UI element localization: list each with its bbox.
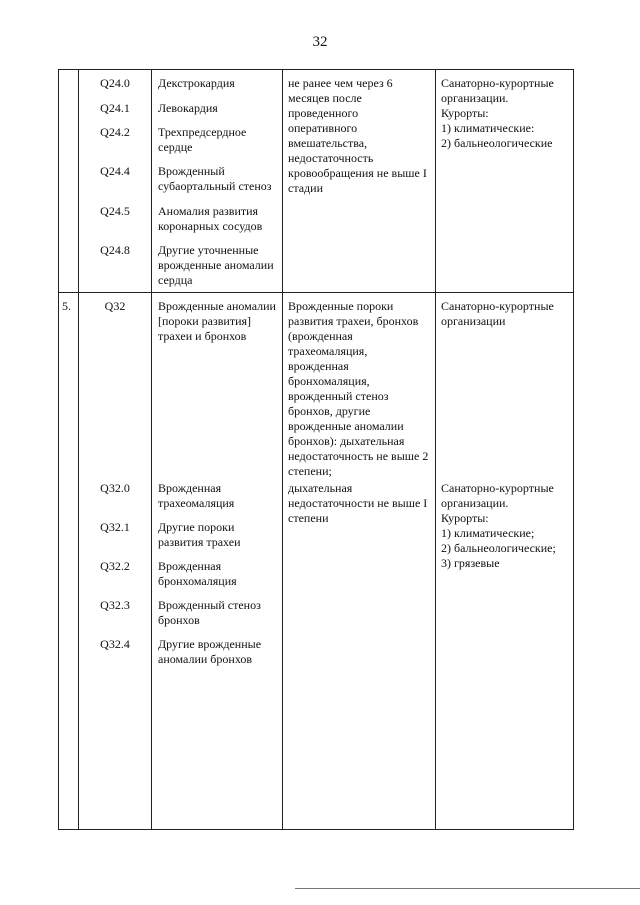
code-q32-1: Q32.1 [100,520,130,534]
code-q24-2: Q24.2 [100,125,130,139]
name-q24-5: Аномалия развития коронарных сосудов [158,204,263,233]
name-q24-4: Врожденный субаортальный стеноз [158,164,272,193]
name-q32-3: Врожденный стеноз бронхов [158,598,261,627]
name-q32-0: Врожденная трахеомаляция [158,481,235,510]
code-q24-4: Q24.4 [100,164,130,178]
code-q32-3: Q32.3 [100,598,130,612]
row-number: 5. [62,299,71,313]
name-q32-1: Другие пороки развития трахеи [158,520,241,549]
column-divider [282,69,283,830]
indication-q32: Врожденные пороки развития трахеи, бронхов (врожденная трахеомаляция, врожденная бронхомаляция, врожденный стеноз бронхов, другие врожденные аномалии бронхов): дыхательная недостаточность не выше 2 степени; [288,299,429,478]
code-q32: Q32 [104,299,126,313]
name-q32-2: Врожденная бронхомаляция [158,559,237,588]
name-q32: Врожденные аномалии [пороки развития] трахеи и бронхов [158,299,276,343]
code-q24-0: Q24.0 [100,76,130,90]
indication-q24: не ранее чем через 6 месяцев после проведенного оперативного вмешательства, недостаточность кровообращения не выше I стадии [288,76,427,195]
code-q32-2: Q32.2 [100,559,130,573]
scan-edge-line [295,888,640,889]
code-q24-5: Q24.5 [100,204,130,218]
name-q24-0: Декстрокардия [158,76,235,90]
code-q32-0: Q32.0 [100,481,130,495]
row-divider [58,292,574,293]
column-divider [435,69,436,830]
name-q32-4: Другие врожденные аномалии бронхов [158,637,262,666]
name-q24-8: Другие уточненные врожденные аномалии сердца [158,243,274,287]
page-number: 32 [312,34,328,50]
name-q24-2: Трехпредсердное сердце [158,125,247,154]
resort-q32: Санаторно-курортные организации [441,299,554,328]
column-divider [78,69,79,830]
code-q24-1: Q24.1 [100,101,130,115]
code-q24-8: Q24.8 [100,243,130,257]
column-divider [151,69,152,830]
name-q24-1: Левокардия [158,101,218,115]
code-q32-4: Q32.4 [100,637,130,651]
resort-q24: Санаторно-курортные организации. Курорты: 1) климатические: 2) бальнеологические [441,76,554,150]
indication-q32-sub: дыхательная недостаточности не выше I степени [288,481,428,525]
resort-q32-sub: Санаторно-курортные организации. Курорты: 1) климатические; 2) бальнеологические; 3) грязевые [441,481,556,570]
